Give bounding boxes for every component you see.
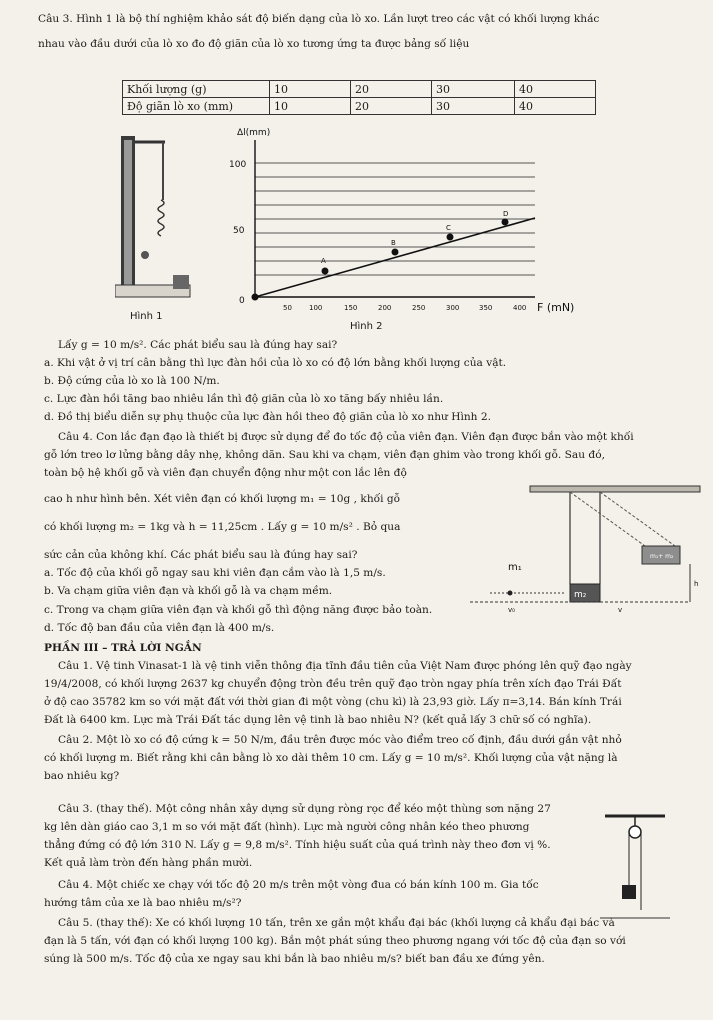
x-tick-label: 100	[309, 304, 323, 312]
point-label-b: B	[391, 239, 396, 247]
q4-statement-c: c. Trong va chạm giữa viên đạn và khối gỗ thì động năng được bảo toàn.	[44, 604, 433, 616]
p3-q5-line-1: Câu 5. (thay thế): Xe có khối lượng 10 tấn, trên xe gắn một khẩu đại bác (khối lượng cả khẩu đại bác và	[58, 917, 615, 929]
string-swung-left	[570, 492, 645, 546]
ceiling	[530, 486, 700, 492]
point-label-c: C	[446, 224, 451, 232]
q3-statement-a: a. Khi vật ở vị trí cân bằng thì lực đàn hồi của lò xo có độ lớn bằng khối lượng của vật.	[44, 357, 507, 369]
table-cell: 40	[515, 98, 596, 115]
pointer-knob	[141, 251, 149, 259]
label-v0: v₀	[508, 606, 515, 614]
q4-line-4: cao h như hình bên. Xét viên đạn có khối lượng m₁ = 10g , khối gỗ	[44, 493, 401, 505]
label-m2: m₂	[574, 590, 587, 600]
table-cell: Độ giãn lò xo (mm)	[123, 98, 270, 115]
table-cell: 10	[270, 98, 351, 115]
table-cell: 30	[432, 81, 515, 98]
q3-statement-d: d. Đồ thị biểu diễn sự phụ thuộc của lực đàn hồi theo độ giãn của lò xo như Hình 2.	[44, 411, 491, 423]
x-tick-label: 250	[412, 304, 426, 312]
q4-line-6: sức cản của không khí. Các phát biểu sau là đúng hay sai?	[44, 549, 358, 561]
y-axis-label: Δl(mm)	[237, 128, 271, 138]
p3-q3-line-2: kg lên dàn giáo cao 3,1 m so với mặt đất (hình). Lực mà người công nhân kéo theo phương	[44, 821, 530, 833]
table-cell: Khối lượng (g)	[123, 81, 270, 98]
origin-point	[252, 294, 259, 301]
label-m1-m2: m₁+ m₂	[650, 553, 674, 560]
p3-q1-line-4: Đất là 6400 km. Lực mà Trái Đất tác dụng lên vệ tinh là bao nhiêu N? (kết quả lấy 3 chữ số có nghĩa).	[44, 714, 592, 726]
p3-q5-line-3: súng là 500 m/s. Tốc độ của xe ngay sau khi bắn là bao nhiêu m/s? biết ban đầu xe đứng yên.	[44, 953, 545, 965]
figure-2-caption: Hình 2	[350, 321, 383, 332]
q4-line-2: gỗ lớn treo lơ lửng bằng dây nhẹ, không dãn. Sau khi va chạm, viên đạn ghim vào trong khối gỗ. Sau đó,	[44, 449, 605, 461]
bullet	[508, 591, 513, 596]
q3-statement-b: b. Độ cứng của lò xo là 100 N/m.	[44, 375, 220, 387]
p3-q3-line-3: thẳng đứng có độ lớn 310 N. Lấy g = 9,8 m/s². Tính hiệu suất của quá trình này theo đơn vị %.	[44, 839, 551, 851]
q3-intro-line-1: Câu 3. Hình 1 là bộ thí nghiệm khảo sát độ biến dạng của lò xo. Lần lượt treo các vật có khối lượng khác	[38, 13, 600, 25]
figure-1-caption: Hình 1	[130, 311, 163, 322]
table-cell: 30	[432, 98, 515, 115]
point-b	[392, 249, 399, 256]
weight-block	[173, 275, 189, 289]
x-tick-label: 350	[479, 304, 493, 312]
label-m1: m₁	[508, 562, 522, 573]
p3-q4-line-2: hướng tâm của xe là bao nhiêu m/s²?	[44, 897, 242, 909]
figure-1-spring-apparatus	[115, 130, 205, 330]
point-d	[502, 219, 509, 226]
p3-q1-line-3: ở độ cao 35782 km so với mặt đất với thời gian đi một vòng (chu kì) là 23,93 giờ. Lấy π=3,14. Bán kính Trái	[44, 696, 622, 708]
pulley-wheel	[629, 826, 641, 838]
q4-statement-d: d. Tốc độ ban đầu của viên đạn là 400 m/s.	[44, 622, 275, 634]
figure-2-graph	[215, 125, 615, 330]
x-tick-label: 50	[283, 304, 292, 312]
ballistic-pendulum-figure	[470, 484, 705, 619]
table-cell: 20	[351, 81, 432, 98]
table-row	[123, 98, 596, 115]
p3-q1-line-1: Câu 1. Vệ tinh Vinasat-1 là vệ tinh viễn thông địa tĩnh đầu tiên của Việt Nam được phóng lên quỹ đạo ngày	[58, 660, 632, 672]
label-h: h	[694, 580, 699, 588]
q4-line-1: Câu 4. Con lắc đạn đạo là thiết bị được sử dụng để đo tốc độ của viên đạn. Viên đạn được bắn vào một khối	[58, 431, 634, 443]
point-label-a: A	[321, 257, 326, 265]
x-axis-label: F (mN)	[537, 301, 575, 314]
p3-q1-line-2: 19/4/2008, có khối lượng 2637 kg chuyển động tròn đều trên quỹ đạo tròn ngay phía trên xích đạo Trái Đất	[44, 678, 622, 690]
point-label-d: D	[503, 210, 509, 218]
point-a	[322, 268, 329, 275]
p3-q3-line-4: Kết quả làm tròn đến hàng phần mười.	[44, 857, 253, 869]
spring	[158, 200, 164, 236]
q4-line-3: toàn bộ hệ khối gỗ và viên đạn chuyển động như một con lắc lên độ	[44, 467, 407, 479]
x-tick-label: 300	[446, 304, 460, 312]
spring-data-table	[122, 80, 596, 115]
y-tick-label: 100	[229, 160, 247, 170]
x-tick-label: 200	[378, 304, 392, 312]
ruler-scale	[124, 140, 132, 290]
x-tick-label: 400	[513, 304, 527, 312]
q4-statement-b: b. Va chạm giữa viên đạn và khối gỗ là va chạm mềm.	[44, 585, 333, 597]
table-cell: 10	[270, 81, 351, 98]
table-cell: 20	[351, 98, 432, 115]
q4-statement-a: a. Tốc độ của khối gỗ ngay sau khi viên đạn cắm vào là 1,5 m/s.	[44, 567, 386, 579]
graph-line	[255, 218, 535, 297]
origin-label: 0	[239, 296, 245, 306]
x-tick-label: 150	[344, 304, 358, 312]
y-tick-label: 50	[233, 226, 245, 236]
q3-intro-line-2: nhau vào đầu dưới của lò xo đo độ giãn của lò xo tương ứng ta được bảng số liệu	[38, 38, 470, 50]
table-row	[123, 81, 596, 98]
point-c	[447, 234, 454, 241]
q3-statement-c: c. Lực đàn hồi tăng bao nhiêu lần thì độ giãn của lò xo tăng bấy nhiêu lần.	[44, 393, 444, 405]
q3-given: Lấy g = 10 m/s². Các phát biểu sau là đúng hay sai?	[58, 339, 338, 351]
p3-q3-line-1: Câu 3. (thay thế). Một công nhân xây dựng sử dụng ròng rọc để kéo một thùng sơn nặng 27	[58, 803, 551, 815]
p3-q5-line-2: đạn là 5 tấn, với đạn có khối lượng 100 kg). Bắn một phát súng theo phương ngang với tốc độ của đạn so với	[44, 935, 626, 947]
label-v: v	[618, 606, 623, 614]
q4-line-5: có khối lượng m₂ = 1kg và h = 11,25cm . Lấy g = 10 m/s² . Bỏ qua	[44, 521, 401, 533]
table-cell: 40	[515, 81, 596, 98]
p3-q2-line-1: Câu 2. Một lò xo có độ cứng k = 50 N/m, đầu trên được móc vào điểm treo cố định, đầu dưới gắn vật nhỏ	[58, 734, 622, 746]
p3-q4-line-1: Câu 4. Một chiếc xe chạy với tốc độ 20 m/s trên một vòng đua có bán kính 100 m. Gia tốc	[58, 879, 539, 891]
paint-bucket	[622, 885, 636, 899]
part-3-heading: PHẦN III – TRẢ LỜI NGẮN	[44, 642, 202, 654]
pulley-figure	[600, 810, 670, 920]
string-swung-right	[600, 492, 675, 546]
p3-q2-line-3: bao nhiêu kg?	[44, 770, 120, 782]
p3-q2-line-2: có khối lượng m. Biết rằng khi cân bằng lò xo dài thêm 10 cm. Lấy g = 10 m/s². Khối lượng của vật nặng là	[44, 752, 618, 764]
